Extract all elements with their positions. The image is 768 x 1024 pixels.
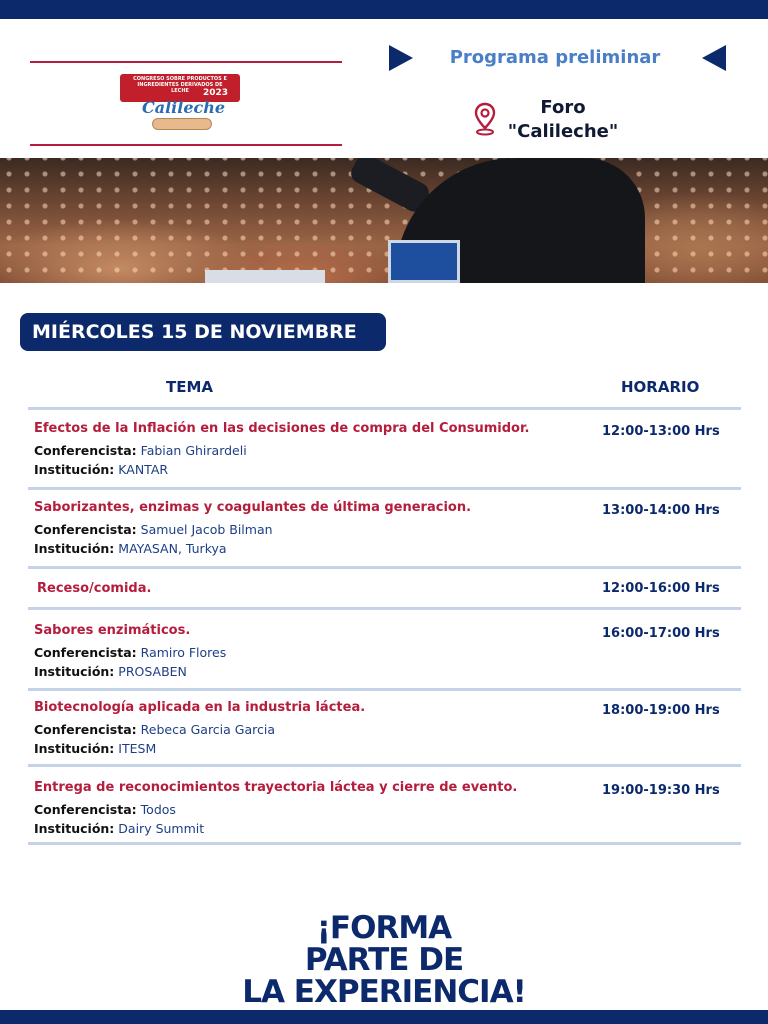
- speaker-line: [34, 522, 273, 537]
- row-separator: [28, 407, 741, 410]
- column-header-time: HORARIO: [621, 378, 700, 396]
- logo-divider-bottom: [30, 144, 342, 146]
- bottom-bar: [0, 1010, 768, 1024]
- institution-line: [34, 664, 187, 679]
- session-title: Biotecnología aplicada en la industria láctea.: [34, 700, 366, 715]
- speaker-name: Ramiro Flores: [140, 645, 227, 660]
- speaker-label: Conferencista:: [34, 645, 137, 660]
- triangle-left-icon: [702, 45, 726, 71]
- institution-name: MAYASAN, Turkya: [118, 541, 227, 556]
- speaker-label: Conferencista:: [34, 443, 137, 458]
- logo-ribbon-text: CONGRESO SOBRE PRODUCTOS E INGREDIENTES DERIVADOS DE LECHE: [133, 76, 227, 94]
- call-to-action: [184, 912, 584, 1008]
- institution-name: PROSABEN: [118, 664, 187, 679]
- institution-line: [34, 741, 156, 756]
- institution-name: KANTAR: [118, 462, 169, 477]
- institution-label: Institución:: [34, 462, 115, 477]
- institution-line: [34, 541, 227, 556]
- forum-line-1: Foro: [540, 97, 586, 118]
- logo-cow-illustration: [152, 118, 212, 130]
- forum-line-2: "Calileche": [507, 121, 619, 142]
- institution-label: Institución:: [34, 664, 115, 679]
- top-bar: [0, 0, 768, 19]
- logo-divider-top: [30, 61, 342, 63]
- triangle-right-icon: [389, 45, 413, 71]
- speaker-name: Rebeca Garcia Garcia: [140, 722, 276, 737]
- institution-name: Dairy Summit: [118, 821, 205, 836]
- speaker-line: [34, 645, 226, 660]
- speaker-label: Conferencista:: [34, 802, 137, 817]
- speaker-label: Conferencista:: [34, 722, 137, 737]
- speaker-name: Todos: [140, 802, 176, 817]
- map-pin-icon: [474, 102, 496, 136]
- session-title: Receso/comida.: [37, 581, 152, 596]
- laptop-foreground: [205, 270, 325, 283]
- institution-label: Institución:: [34, 741, 115, 756]
- logo-year: 2023: [202, 88, 228, 98]
- cta-line-2: PARTE DE: [304, 942, 464, 978]
- institution-line: [34, 821, 204, 836]
- speaker-label: Conferencista:: [34, 522, 137, 537]
- session-time: 13:00-14:00 Hrs: [602, 503, 720, 518]
- session-time: 18:00-19:00 Hrs: [602, 703, 720, 718]
- day-badge: MIÉRCOLES 15 DE NOVIEMBRE: [20, 313, 386, 351]
- institution-label: Institución:: [34, 821, 115, 836]
- conference-photo: [0, 158, 768, 283]
- row-separator: [28, 764, 741, 767]
- speaker-line: [34, 802, 176, 817]
- forum-name: [498, 96, 628, 144]
- laptop-screen: [388, 240, 460, 283]
- session-title: Sabores enzimáticos.: [34, 623, 191, 638]
- session-time: 16:00-17:00 Hrs: [602, 626, 720, 641]
- column-header-topic: TEMA: [166, 378, 214, 396]
- cta-line-3: LA EXPERIENCIA!: [242, 974, 526, 1010]
- session-title: Efectos de la Inflación en las decisiones de compra del Consumidor.: [34, 421, 530, 436]
- session-title: Saborizantes, enzimas y coagulantes de última generacion.: [34, 500, 472, 515]
- speaker-name: Samuel Jacob Bilman: [140, 522, 273, 537]
- row-separator: [28, 842, 741, 845]
- speaker-name: Fabian Ghirardeli: [140, 443, 247, 458]
- row-separator: [28, 688, 741, 691]
- row-separator: [28, 566, 741, 569]
- session-time: 19:00-19:30 Hrs: [602, 783, 720, 798]
- speaker-line: [34, 722, 275, 737]
- session-time: 12:00-13:00 Hrs: [602, 424, 720, 439]
- institution-label: Institución:: [34, 541, 115, 556]
- program-title: Programa preliminar: [449, 47, 661, 68]
- row-separator: [28, 487, 741, 490]
- session-title: Entrega de reconocimientos trayectoria láctea y cierre de evento.: [34, 780, 518, 795]
- institution-name: ITESM: [118, 741, 157, 756]
- cta-line-1: ¡FORMA: [316, 910, 452, 946]
- session-time: 12:00-16:00 Hrs: [602, 581, 720, 596]
- speaker-line: [34, 443, 247, 458]
- institution-line: [34, 462, 168, 477]
- logo-wordmark: Calileche: [142, 98, 226, 117]
- row-separator: [28, 607, 741, 610]
- calileche-logo: [118, 70, 242, 134]
